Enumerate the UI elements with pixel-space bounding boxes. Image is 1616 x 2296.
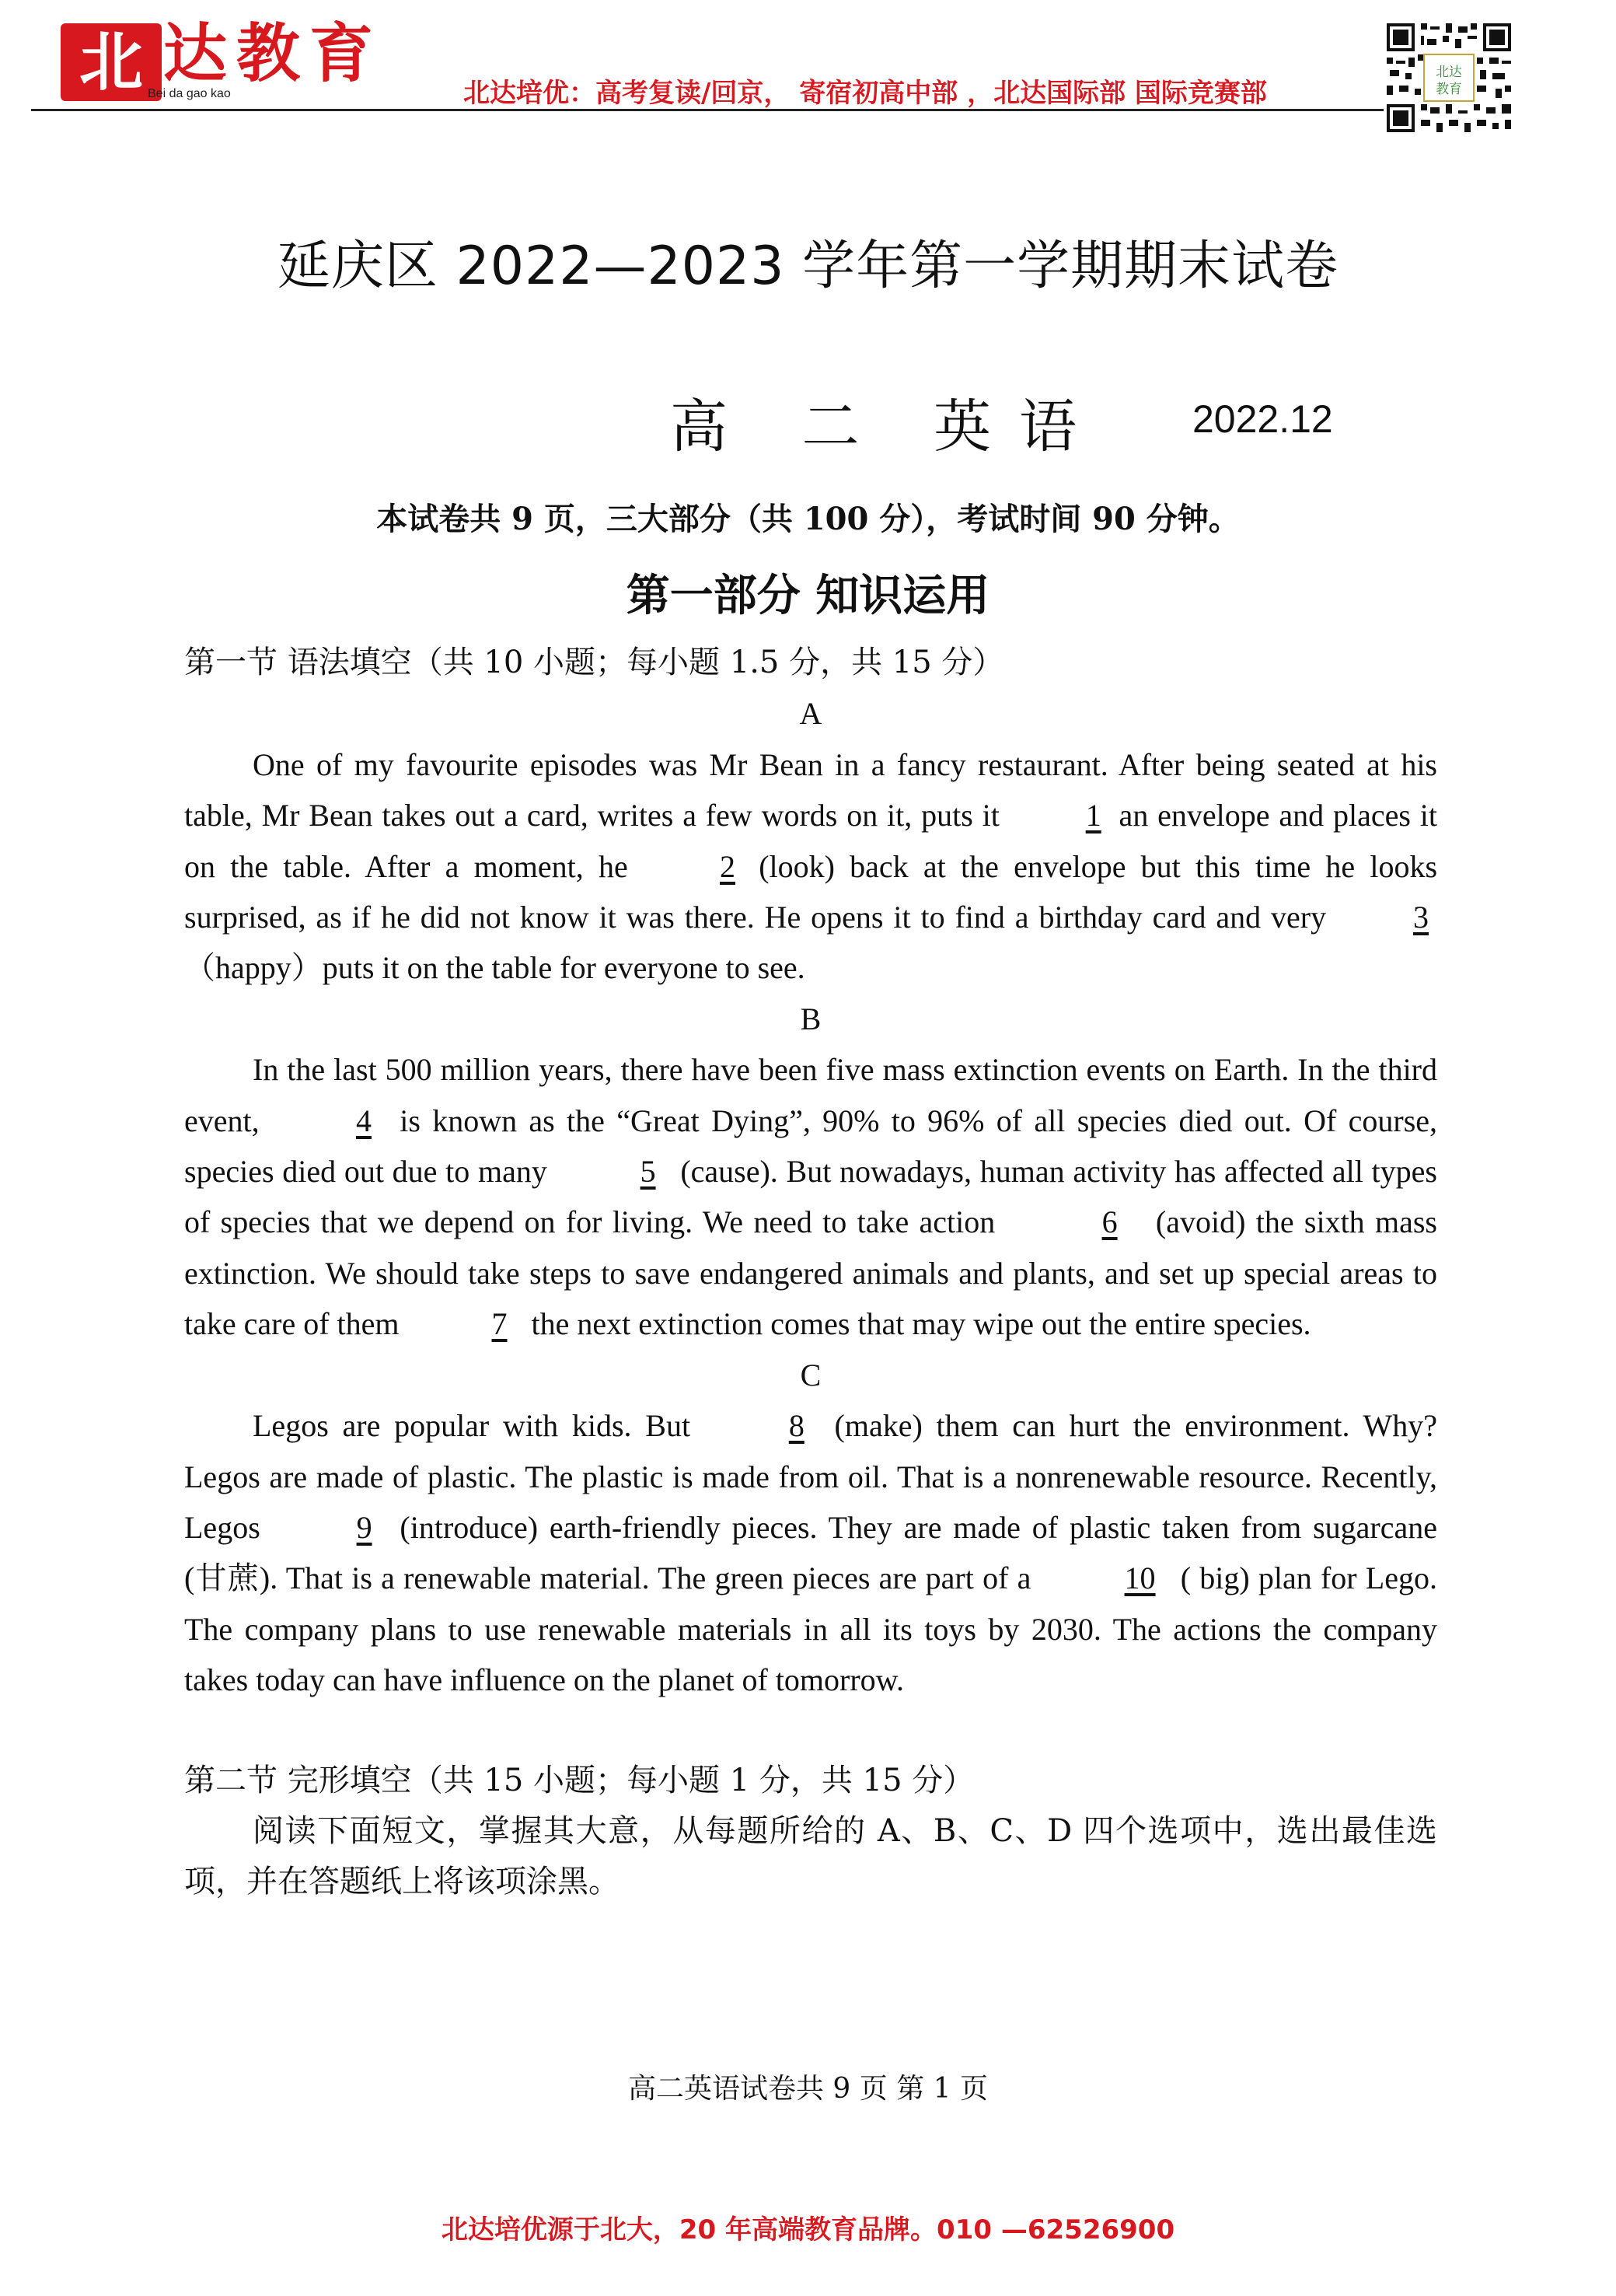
brand-logo-mark: [61, 23, 162, 101]
blank-8[interactable]: 8: [788, 1408, 805, 1444]
exam-info: 本试卷共 9 页，三大部分（共 100 分），考试时间 90 分钟。: [376, 501, 1240, 537]
page-number: 高二英语试卷共 9 页 第 1 页: [627, 2073, 989, 2105]
section-spacer: [184, 1706, 1437, 1756]
blank-6[interactable]: 6: [1101, 1204, 1118, 1240]
blank-2[interactable]: 2: [719, 848, 735, 884]
section-2-heading: 第二节 完形填空（共 15 小题；每小题 1 分，共 15 分）: [184, 1762, 975, 1798]
brand-logo-subtitle: Bei da gao kao: [148, 87, 231, 100]
part-title: 第一部分 知识运用: [626, 571, 990, 621]
blank-5[interactable]: 5: [640, 1154, 656, 1190]
passage-c: Legos are popular with kids. But 8 (make) them can hurt the environment. Why? Legos are made of plastic. The plastic is made from oil. That is a nonrenewable resource. Recently, Legos 9 (introduce) earth-friendly pieces. They are made of plastic taken from sugarcane (甘蔗). That is a renewable material. The green pieces are part of a 10 ( big) plan for Lego. The company plans to use renewable materials in all its toys by 2030. The actions the company takes today can have influence on the planet of tomorrow.: [184, 1400, 1437, 1705]
footer-slogan: 北达培优源于北大，20 年高端教育品牌。010 —62526900: [441, 2214, 1175, 2245]
exam-content: [184, 638, 1437, 1908]
blank-3[interactable]: 3: [1413, 900, 1429, 935]
header-slogan: 北达培优：高考复读/回京， 寄宿初高中部 ，北达国际部 国际竞赛部: [463, 78, 1267, 109]
blank-4[interactable]: 4: [355, 1103, 372, 1138]
logo-mark-text: 北: [79, 25, 143, 100]
qr-code-icon: [1384, 20, 1514, 135]
blank-9[interactable]: 9: [356, 1509, 372, 1545]
section-2-instruction: 阅读下面短文，掌握其大意，从每题所给的 A、B、C、D 四个选项中，选出最佳选项，并在答题纸上将该项涂黑。: [184, 1812, 1437, 1900]
exam-subject: 高 二 英语: [670, 393, 1105, 460]
passage-b-label: B: [800, 1001, 822, 1036]
svg-text:教育: 教育: [1436, 81, 1462, 96]
qr-center-label: 北达: [1436, 64, 1462, 79]
brand-logo-name: 达教育: [163, 16, 383, 91]
header-divider: [31, 109, 1384, 111]
section-1-heading: 第一节 语法填空（共 10 小题；每小题 1.5 分，共 15 分）: [184, 645, 1004, 680]
passage-a-label: A: [799, 696, 822, 732]
exam-date: 2022.12: [1192, 397, 1333, 441]
blank-7[interactable]: 7: [491, 1306, 508, 1342]
exam-title: 延庆区 2022—2023 学年第一学期期末试卷: [277, 236, 1339, 297]
passage-b: In the last 500 million years, there have been five mass extinction events on Earth. In the third event, 4 is known as the “Great Dying”, 90% to 96% of all species died out. Of course, species died out due to many 5 (cause). But nowadays, human activity has affected all types of species that we depend on for living. We need to take action 6 (avoid) the sixth mass extinction. We should take steps to save endangered animals and plants, and set up special areas to take care of them 7 the next extinction comes that may wipe out the entire species.: [184, 1044, 1437, 1349]
blank-10[interactable]: 10: [1124, 1560, 1156, 1596]
passage-c-label: C: [800, 1357, 822, 1393]
passage-a: One of my favourite episodes was Mr Bean in a fancy restaurant. After being seated at his table, Mr Bean takes out a card, writes a few words on it, puts it 1 an envelope and places it on the table. After a moment, he 2 (look) back at the envelope but this time he looks surprised, as if he did not know it was there. He opens it to find a birthday card and very 3（happy）puts it on the table for everyone to see.: [184, 746, 1438, 986]
blank-1[interactable]: 1: [1085, 798, 1101, 833]
